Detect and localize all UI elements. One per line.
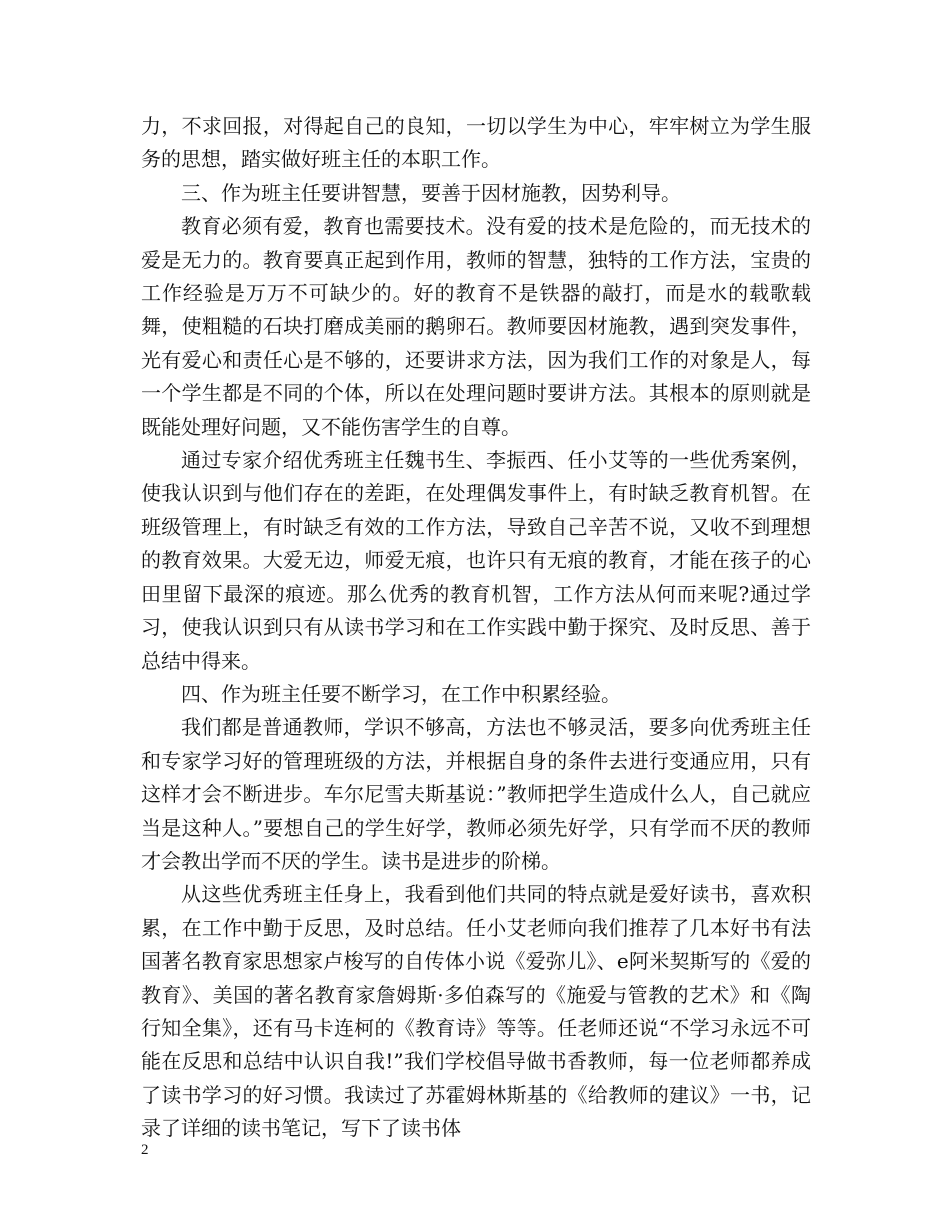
page-number: 2 [141,1142,149,1158]
section-heading-four: 四、作为班主任要不断学习，在工作中积累经验。 [181,681,621,706]
body-text [141,110,811,1146]
paragraph-continuation: 力，不求回报，对得起自己的良知，一切以学生为中心，牢牢树立为学生服务的思想，踏实做好班主任的本职工作。 [141,114,811,172]
section-heading-three: 三、作为班主任要讲智慧，要善于因材施教，因势利导。 [181,180,681,205]
paragraph: 我们都是普通教师，学识不够高，方法也不够灵活，要多向优秀班主任和专家学习好的管理班级的方法，并根据自身的条件去进行变通应用，只有这样才会不断进步。车尔尼雪夫斯基说：”教师把学生造成什么人，自己就应当是这种人。”要想自己的学生好学，教师必须先好学，只有学而不厌的教师才会教出学而不厌的学生。读书是进步的阶梯。 [141,715,811,873]
paragraph: 教育必须有爱，教育也需要技术。没有爱的技术是危险的，而无技术的爱是无力的。教育要真正起到作用，教师的智慧，独特的工作方法，宝贵的工作经验是万万不可缺少的。好的教育不是铁器的敲打，而是水的载歌载舞，使粗糙的石块打磨成美丽的鹅卵石。教师要因材施教，遇到突发事件，光有爱心和责任心是不够的，还要讲求方法，因为我们工作的对象是人，每一个学生都是不同的个体，所以在处理问题时要讲方法。其根本的原则就是既能处理好问题，又不能伤害学生的自尊。 [141,214,811,439]
paragraph: 从这些优秀班主任身上，我看到他们共同的特点就是爱好读书，喜欢积累，在工作中勤于反思，及时总结。任小艾老师向我们推荐了几本好书有法国著名教育家思想家卢梭写的自传体小说《爱弥儿》、e阿米契斯写的《爱的教育》、美国的著名教育家詹姆斯·多伯森写的《施爱与管教的艺术》和《陶行知全集》，还有马卡连柯的《教育诗》等等。任老师还说“不学习永远不可能在反思和总结中认识自我!”我们学校倡导做书香教师，每一位老师都养成了读书学习的好习惯。我读过了苏霍姆林斯基的《给教师的建议》一书，记录了详细的读书笔记，写下了读书体 [141,882,811,1141]
paragraph: 通过专家介绍优秀班主任魏书生、李振西、任小艾等的一些优秀案例，使我认识到与他们存在的差距，在处理偶发事件上，有时缺乏教育机智。在班级管理上，有时缺乏有效的工作方法，导致自己辛苦不说，又收不到理想的教育效果。大爱无边，师爱无痕，也许只有无痕的教育，才能在孩子的心田里留下最深的痕迹。那么优秀的教育机智，工作方法从何而来呢?通过学习，使我认识到只有从读书学习和在工作实践中勤于探究、及时反思、善于总结中得来。 [141,448,811,673]
